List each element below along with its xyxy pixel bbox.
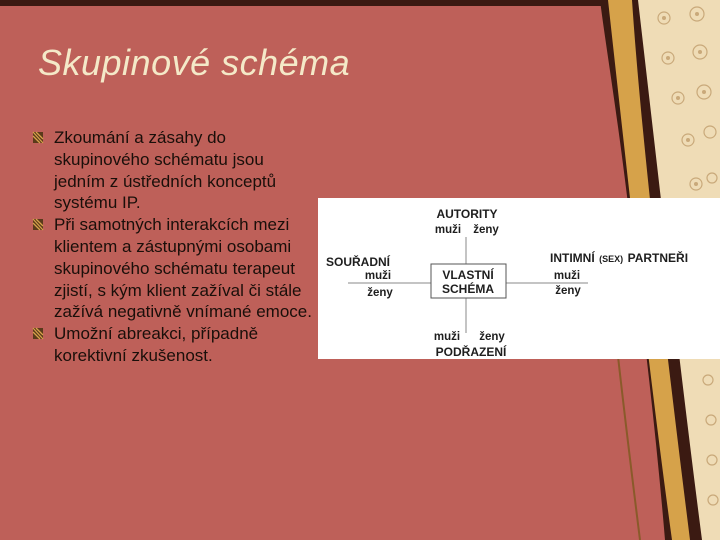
- bullet-list: [32, 127, 312, 367]
- bottom-male-label: muži: [433, 331, 461, 343]
- group-schema-diagram: [318, 198, 720, 359]
- top-group-label: AUTORITY: [436, 207, 498, 221]
- bullet-item: [32, 323, 312, 367]
- bullet-text: Zkoumání a zásahy do skupinového schématu jsou jedním z ústředních konceptů systému IP.: [54, 128, 277, 213]
- left-female-label: ženy: [367, 287, 393, 299]
- bullet-text: Umožní abreakci, případně korektivní zkušenost.: [54, 324, 259, 365]
- bullet-text: Při samotných interakcích mezi klientem a zástupnými osobami skupinového schématu terapeut zjistí, s kým klient zažíval či stále zažívá negativně vnímané emoce.: [54, 215, 312, 322]
- right-group-label: INTIMNÍ (SEX) PARTNEŘI: [550, 251, 689, 265]
- right-male-label: muži: [553, 270, 581, 282]
- center-label-line2: SCHÉMA: [441, 282, 495, 296]
- left-male-label: muži: [364, 270, 392, 282]
- bullet-icon: [32, 327, 44, 340]
- top-female-label: ženy: [473, 224, 499, 236]
- bullet-icon: [32, 218, 44, 231]
- bullet-item: [32, 127, 312, 214]
- top-male-label: muži: [434, 224, 462, 236]
- bullet-icon: [32, 131, 44, 144]
- bullet-item: [32, 214, 312, 323]
- bottom-group-label: PODŘAZENÍ: [435, 345, 507, 359]
- center-label-line1: VLASTNÍ: [442, 268, 494, 282]
- left-group-label: SOUŘADNÍ: [325, 255, 391, 269]
- right-female-label: ženy: [555, 285, 581, 297]
- slide-title: Skupinové schéma: [38, 42, 351, 83]
- bottom-female-label: ženy: [479, 331, 505, 343]
